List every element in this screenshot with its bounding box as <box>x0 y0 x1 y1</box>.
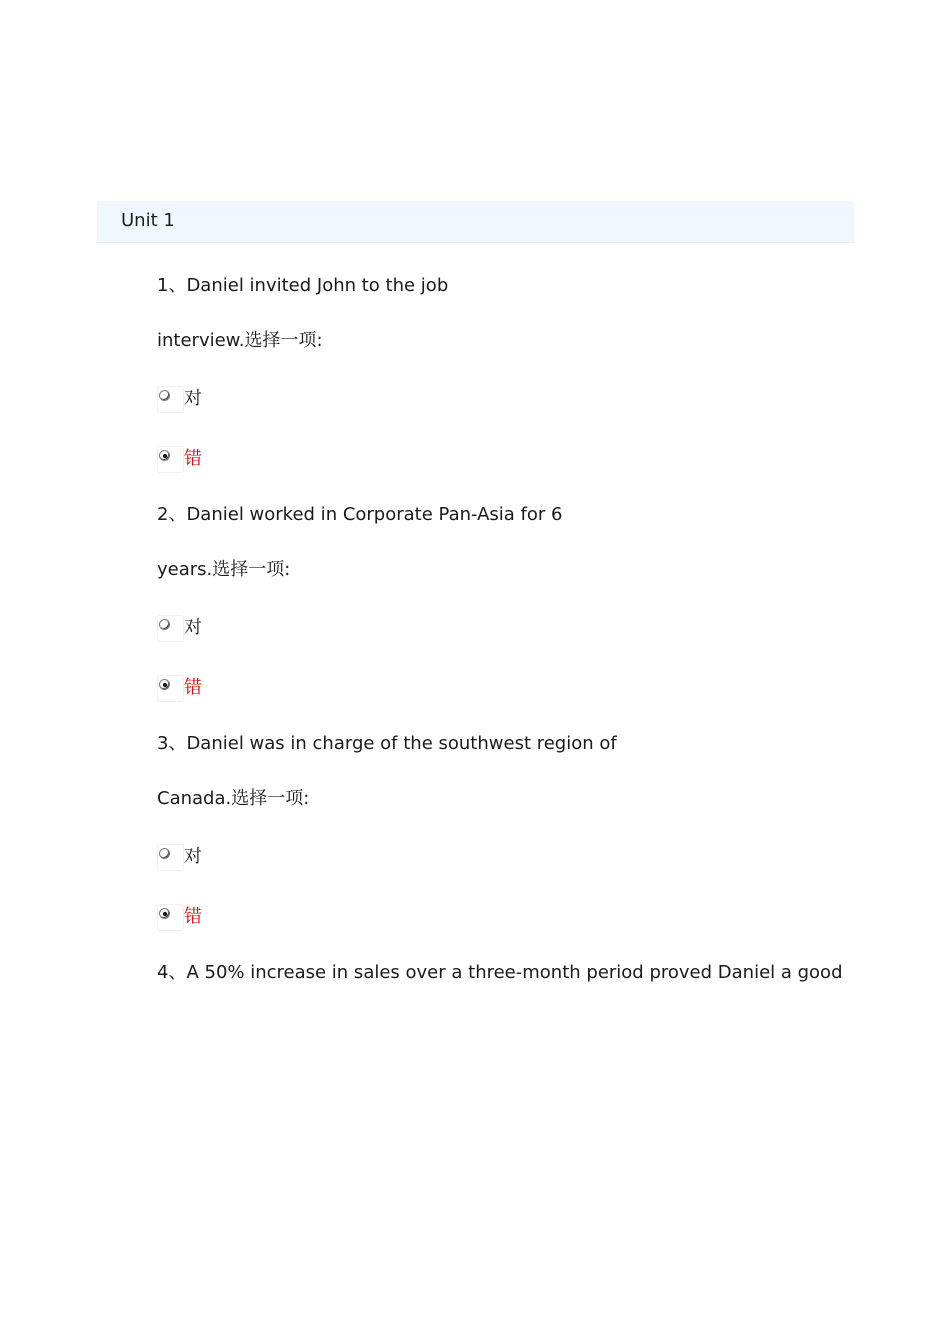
question-1-option-true[interactable] <box>157 386 357 414</box>
question-3-option-false[interactable] <box>157 904 357 932</box>
radio-box[interactable] <box>157 615 184 642</box>
unit-header <box>97 201 854 243</box>
radio-unchecked-icon[interactable] <box>159 390 170 401</box>
radio-unchecked-icon[interactable] <box>159 619 170 630</box>
question-1-text-line-2: interview.选择一项: <box>157 330 323 351</box>
option-label-true: 对 <box>184 846 202 867</box>
question-2-option-false[interactable] <box>157 675 357 703</box>
radio-box[interactable] <box>157 844 184 871</box>
radio-box[interactable] <box>157 675 184 702</box>
option-label-false: 错 <box>184 448 202 469</box>
question-1-text-line-1: 1、Daniel invited John to the job <box>157 275 449 296</box>
question-4-text-line-1: 4、A 50% increase in sales over a three-month period proved Daniel a good <box>157 962 843 983</box>
radio-checked-icon[interactable] <box>159 908 170 919</box>
question-3-text-line-2: Canada.选择一项: <box>157 788 310 809</box>
option-label-true: 对 <box>184 617 202 638</box>
option-label-true: 对 <box>184 388 202 409</box>
radio-box[interactable] <box>157 386 184 413</box>
question-2-option-true[interactable] <box>157 615 357 643</box>
question-2-text-line-2: years.选择一项: <box>157 559 291 580</box>
question-3-option-true[interactable] <box>157 844 357 872</box>
radio-unchecked-icon[interactable] <box>159 848 170 859</box>
radio-checked-icon[interactable] <box>159 679 170 690</box>
question-3-text-line-1: 3、Daniel was in charge of the southwest region of <box>157 733 617 754</box>
radio-checked-icon[interactable] <box>159 450 170 461</box>
radio-box[interactable] <box>157 446 184 473</box>
question-1-option-false[interactable] <box>157 446 357 474</box>
question-2-text-line-1: 2、Daniel worked in Corporate Pan-Asia for 6 <box>157 504 563 525</box>
radio-box[interactable] <box>157 904 184 931</box>
unit-title: Unit 1 <box>121 210 175 231</box>
option-label-false: 错 <box>184 906 202 927</box>
option-label-false: 错 <box>184 677 202 698</box>
